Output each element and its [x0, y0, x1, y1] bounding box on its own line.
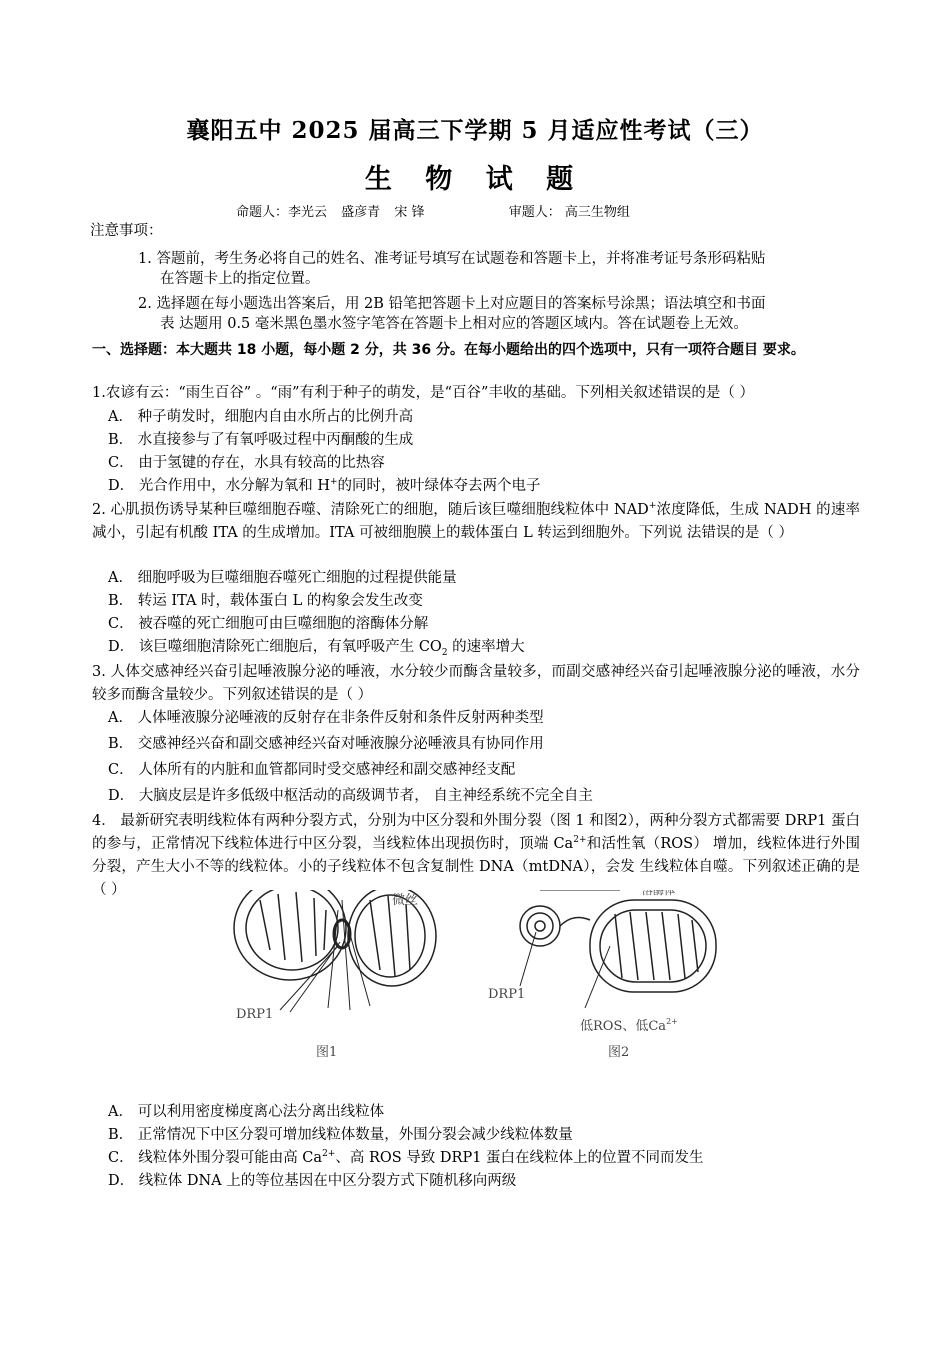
reviewer: 审题人： 高三生物组	[508, 205, 630, 220]
q4-option-a: A． 可以利用密度梯度离心法分离出线粒体	[108, 1104, 385, 1120]
label-weisi: 微丝	[392, 893, 419, 908]
notice-item-1b: 在答题卡上的指定位置。	[160, 271, 320, 287]
q1-stem: 1.农谚有云：“雨生百谷” 。“雨”有利于种子的萌发，是“百谷”丰收的基础。下列相关叙述错误的是（ ）	[92, 385, 755, 401]
q3-option-d: D． 大脑皮层是许多低级中枢活动的高级调节者， 自主神经系统不完全自主	[108, 788, 593, 804]
q2-option-b: B． 转运 ITA 时，载体蛋白 L 的构象会发生改变	[108, 593, 423, 609]
figure-labels	[236, 890, 678, 1060]
author-2: 盛彦青	[341, 205, 381, 220]
label-drp1-1: DRP1	[236, 1007, 274, 1022]
q4-option-b: B． 正常情况下中区分裂可增加线粒体数量，外围分裂会减少线粒体数量	[108, 1127, 573, 1143]
subject-title: 生 物 试 题	[364, 164, 586, 195]
q2-option-a: A． 细胞呼吸为巨噬细胞吞噬死亡细胞的过程提供能量	[108, 570, 457, 586]
exam-title: 襄阳五中 2025 届高三下学期 5 月适应性考试（三）	[186, 117, 764, 144]
section-heading: 一、选择题：本大题共 18 小题，每小题 2 分，共 36 分。在每小题给出的四个选项中，只有一项符合题目 要求。	[92, 342, 805, 358]
figure1-drawing	[234, 890, 436, 1012]
notice-heading: 注意事项：	[90, 223, 163, 239]
label-fig1: 图1	[316, 1045, 338, 1060]
q4-option-d: D． 线粒体 DNA 上的等位基因在中区分裂方式下随机移向两级	[108, 1173, 517, 1189]
q1-option-d: D． 光合作用中，水分解为氧和 H+的同时，被叶绿体夺去两个电子	[108, 477, 541, 494]
q2-option-d: D． 该巨噬细胞清除死亡细胞后，有氧呼吸产生 $CO_2$ 的速率增大	[108, 639, 525, 658]
author-line	[236, 201, 640, 220]
q1-option-c: C． 由于氢键的存在，水具有较高的比热容	[108, 455, 385, 471]
q1-option-b: B． 水直接参与了有氧呼吸过程中丙酮酸的生成	[108, 432, 414, 448]
notice-item-2b: 表 达题用 0.5 毫米黑色墨水签字笔答在答题卡上相对应的答题区域内。答在试题卷上无效。	[160, 316, 748, 332]
q1-option-a: A． 种子萌发时，细胞内自由水所占的比例升高	[108, 409, 414, 425]
label-low: 低ROS、低$Ca^{2+}$	[580, 1017, 678, 1034]
author-label: 命题人：李光云	[236, 205, 328, 220]
label-fig2: 图2	[608, 1045, 630, 1060]
label-drp1-2: DRP1	[488, 987, 526, 1002]
q4-option-c: C． 线粒体外围分裂可能由高 $Ca^{2+}$、高 ROS 导致 DRP1 蛋白在线粒体上的位置不同而发生	[108, 1149, 704, 1166]
author-3: 宋 锋	[394, 205, 425, 220]
q3-stem: 3. 人体交感神经兴奋引起唾液腺分泌的唾液，水分较少而酶含量较多，而副交感神经兴奋引起唾液腺分泌的唾液，水分较多而酶含量较少。下列叙述错误的是（ ）	[92, 664, 860, 703]
q2-option-c: C． 被吞噬的死亡细胞可由巨噬细胞的溶酶体分解	[108, 616, 429, 632]
notice-item-2a: 2. 选择题在每小题选出答案后，用 2B 铅笔把答题卡上对应题目的答案标号涂黑；语法填空和书面	[138, 296, 766, 312]
q3-option-a: A． 人体唾液腺分泌唾液的反射存在非条件反射和条件反射两种类型	[108, 710, 544, 726]
q3-option-b: B． 交感神经兴奋和副交感神经兴奋对唾液腺分泌唾液具有协同作用	[108, 736, 544, 752]
label-zisi: 溶酶体	[642, 890, 675, 897]
mitochondria-figure	[230, 890, 730, 1070]
q3-option-c: C． 人体所有的内脏和血管都同时受交感神经和副交感神经支配	[108, 762, 516, 778]
notice-item-1a: 1. 答题前，考生务必将自己的姓名、准考证号填写在试题卷和答题卡上，并将准考证号条形码粘贴	[138, 251, 766, 267]
q4-stem: 4． 最新研究表明线粒体有两种分裂方式，分别为中区分裂和外围分裂（图 1 和图2），两种分裂方式都需要 DRP1 蛋白的参与，正常情况下线粒体进行中区分裂，当线粒体出现损伤时，顶端 $Ca^{2+}$和活性氧（ROS） 增加，线粒体进行外围分裂，产生大小不等的线粒体。小的子线粒体不包含复制性 DNA（mtDNA），会发 生线粒体自噬。下列叙述正确的是（ ）	[92, 813, 860, 898]
figure2-drawing	[520, 890, 716, 1008]
q2-stem: 2. 心肌损伤诱导某种巨噬细胞吞噬、清除死亡的细胞，随后该巨噬细胞线粒体中 NAD+浓度降低，生成 NADH 的速率减小，引起有机酸 ITA 的生成增加。ITA 可被细胞膜上的载体蛋白 L 转运到细胞外。下列说 法错误的是（ ）	[92, 501, 860, 541]
